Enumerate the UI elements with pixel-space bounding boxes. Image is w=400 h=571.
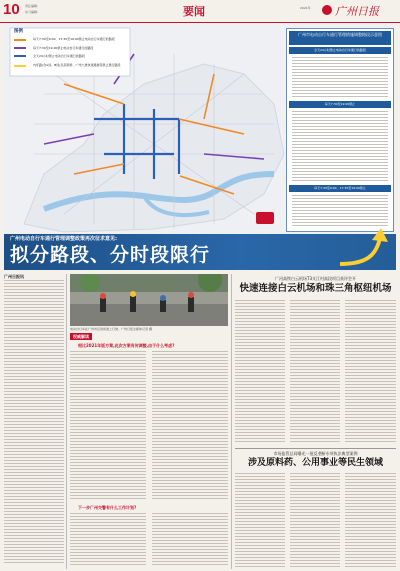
article-antitrust-col-a <box>235 473 285 567</box>
section-title: 要闻 <box>183 5 205 18</box>
photo-caption: 电动自行车在广州市区的街道上行驶。广州日报全媒体记者 摄 <box>70 327 152 331</box>
issue-date: 2021年 <box>300 6 311 10</box>
answer-1-col-a <box>70 351 146 501</box>
info-panel-body-1 <box>292 57 388 97</box>
article-airport <box>235 276 396 446</box>
article-airport-kicker: 广河高铁白云机场T3支江村高段项目获评会开 <box>275 276 356 281</box>
question-1: 相比2021年版方案,此次方案有何调整,由于什么考虑? <box>78 343 175 348</box>
arrow-up-icon <box>336 226 396 270</box>
info-panel-body-2 <box>292 111 388 181</box>
article-divider <box>235 448 396 449</box>
section-tag: 权威解读 <box>70 333 92 340</box>
question-2: 下一步广州交警有什么工作计划? <box>78 505 137 510</box>
page-number: 10 <box>3 1 20 18</box>
column-divider <box>66 274 67 569</box>
news-photo <box>70 274 228 326</box>
column-divider-2 <box>231 274 232 569</box>
restriction-map <box>4 24 396 234</box>
article-antitrust-col-b <box>290 473 340 567</box>
map-logo-icon <box>256 212 274 224</box>
headline-banner <box>4 234 396 270</box>
article-antitrust <box>235 451 396 569</box>
answer-2-col-a <box>70 513 146 567</box>
legend-item-1: 每天7:30至9:00、17:30至19:00禁止电动自行车通行的路段 <box>33 37 115 41</box>
legend-item-3: 全天24小时禁止电动自行车通行的路段 <box>33 54 85 58</box>
left-lead: 广州日报讯 <box>4 274 24 279</box>
info-panel-title: 广州市电动自行车通行管理措施调整路段示意图 <box>289 31 391 45</box>
article-airport-col-c <box>345 300 396 444</box>
article-airport-headline: 快速连接白云机场和珠三角枢纽机场 <box>239 283 392 294</box>
article-antitrust-headline: 涉及原料药、公用事业等民生领域 <box>247 458 383 468</box>
article-airport-col-a <box>235 300 285 444</box>
masthead-logo <box>322 3 394 17</box>
info-panel-subtitle: 全天24小时禁止电动自行车通行的路段 <box>289 47 391 54</box>
legend-title: 图例 <box>14 29 23 34</box>
answer-2-col-b <box>152 513 228 567</box>
banner-kicker: 广州电动自行车通行管理调整政策再次征求意见: <box>10 236 118 242</box>
masthead-text: 广州日报 <box>335 5 379 18</box>
page-header <box>0 0 400 23</box>
left-body-text <box>4 280 64 565</box>
legend-item-4: 内环路(含A线、B线)及高架桥、广州大道快速通道等禁止通行路段 <box>33 63 121 67</box>
intern-editor-line: 实习编辑: <box>25 10 39 14</box>
left-column <box>4 274 64 569</box>
logo-circle-icon <box>322 5 332 15</box>
authority-interpretation <box>70 333 228 569</box>
scooter-photo <box>70 274 228 326</box>
article-airport-col-b <box>290 300 340 444</box>
info-panel-subtitle-2: 每天7:30至19:00禁止 <box>289 101 391 108</box>
legend-item-2: 每天7:30至19:00禁止电动自行车通行的路段 <box>33 46 94 50</box>
info-panel-body-3 <box>292 195 388 227</box>
banner-headline: 拟分路段、分时段限行 <box>10 244 211 266</box>
article-antitrust-kicker: 市场监管总局曝光一批反垄断专项执法典型案例 <box>273 451 358 456</box>
info-panel-subtitle-3: 每天7:30至9:00、17:30至19:00禁止 <box>289 185 391 192</box>
info-panel <box>286 28 394 232</box>
editor-line: 责任编辑: <box>25 4 39 8</box>
article-antitrust-col-c <box>345 473 396 567</box>
answer-1-col-b <box>152 351 228 501</box>
